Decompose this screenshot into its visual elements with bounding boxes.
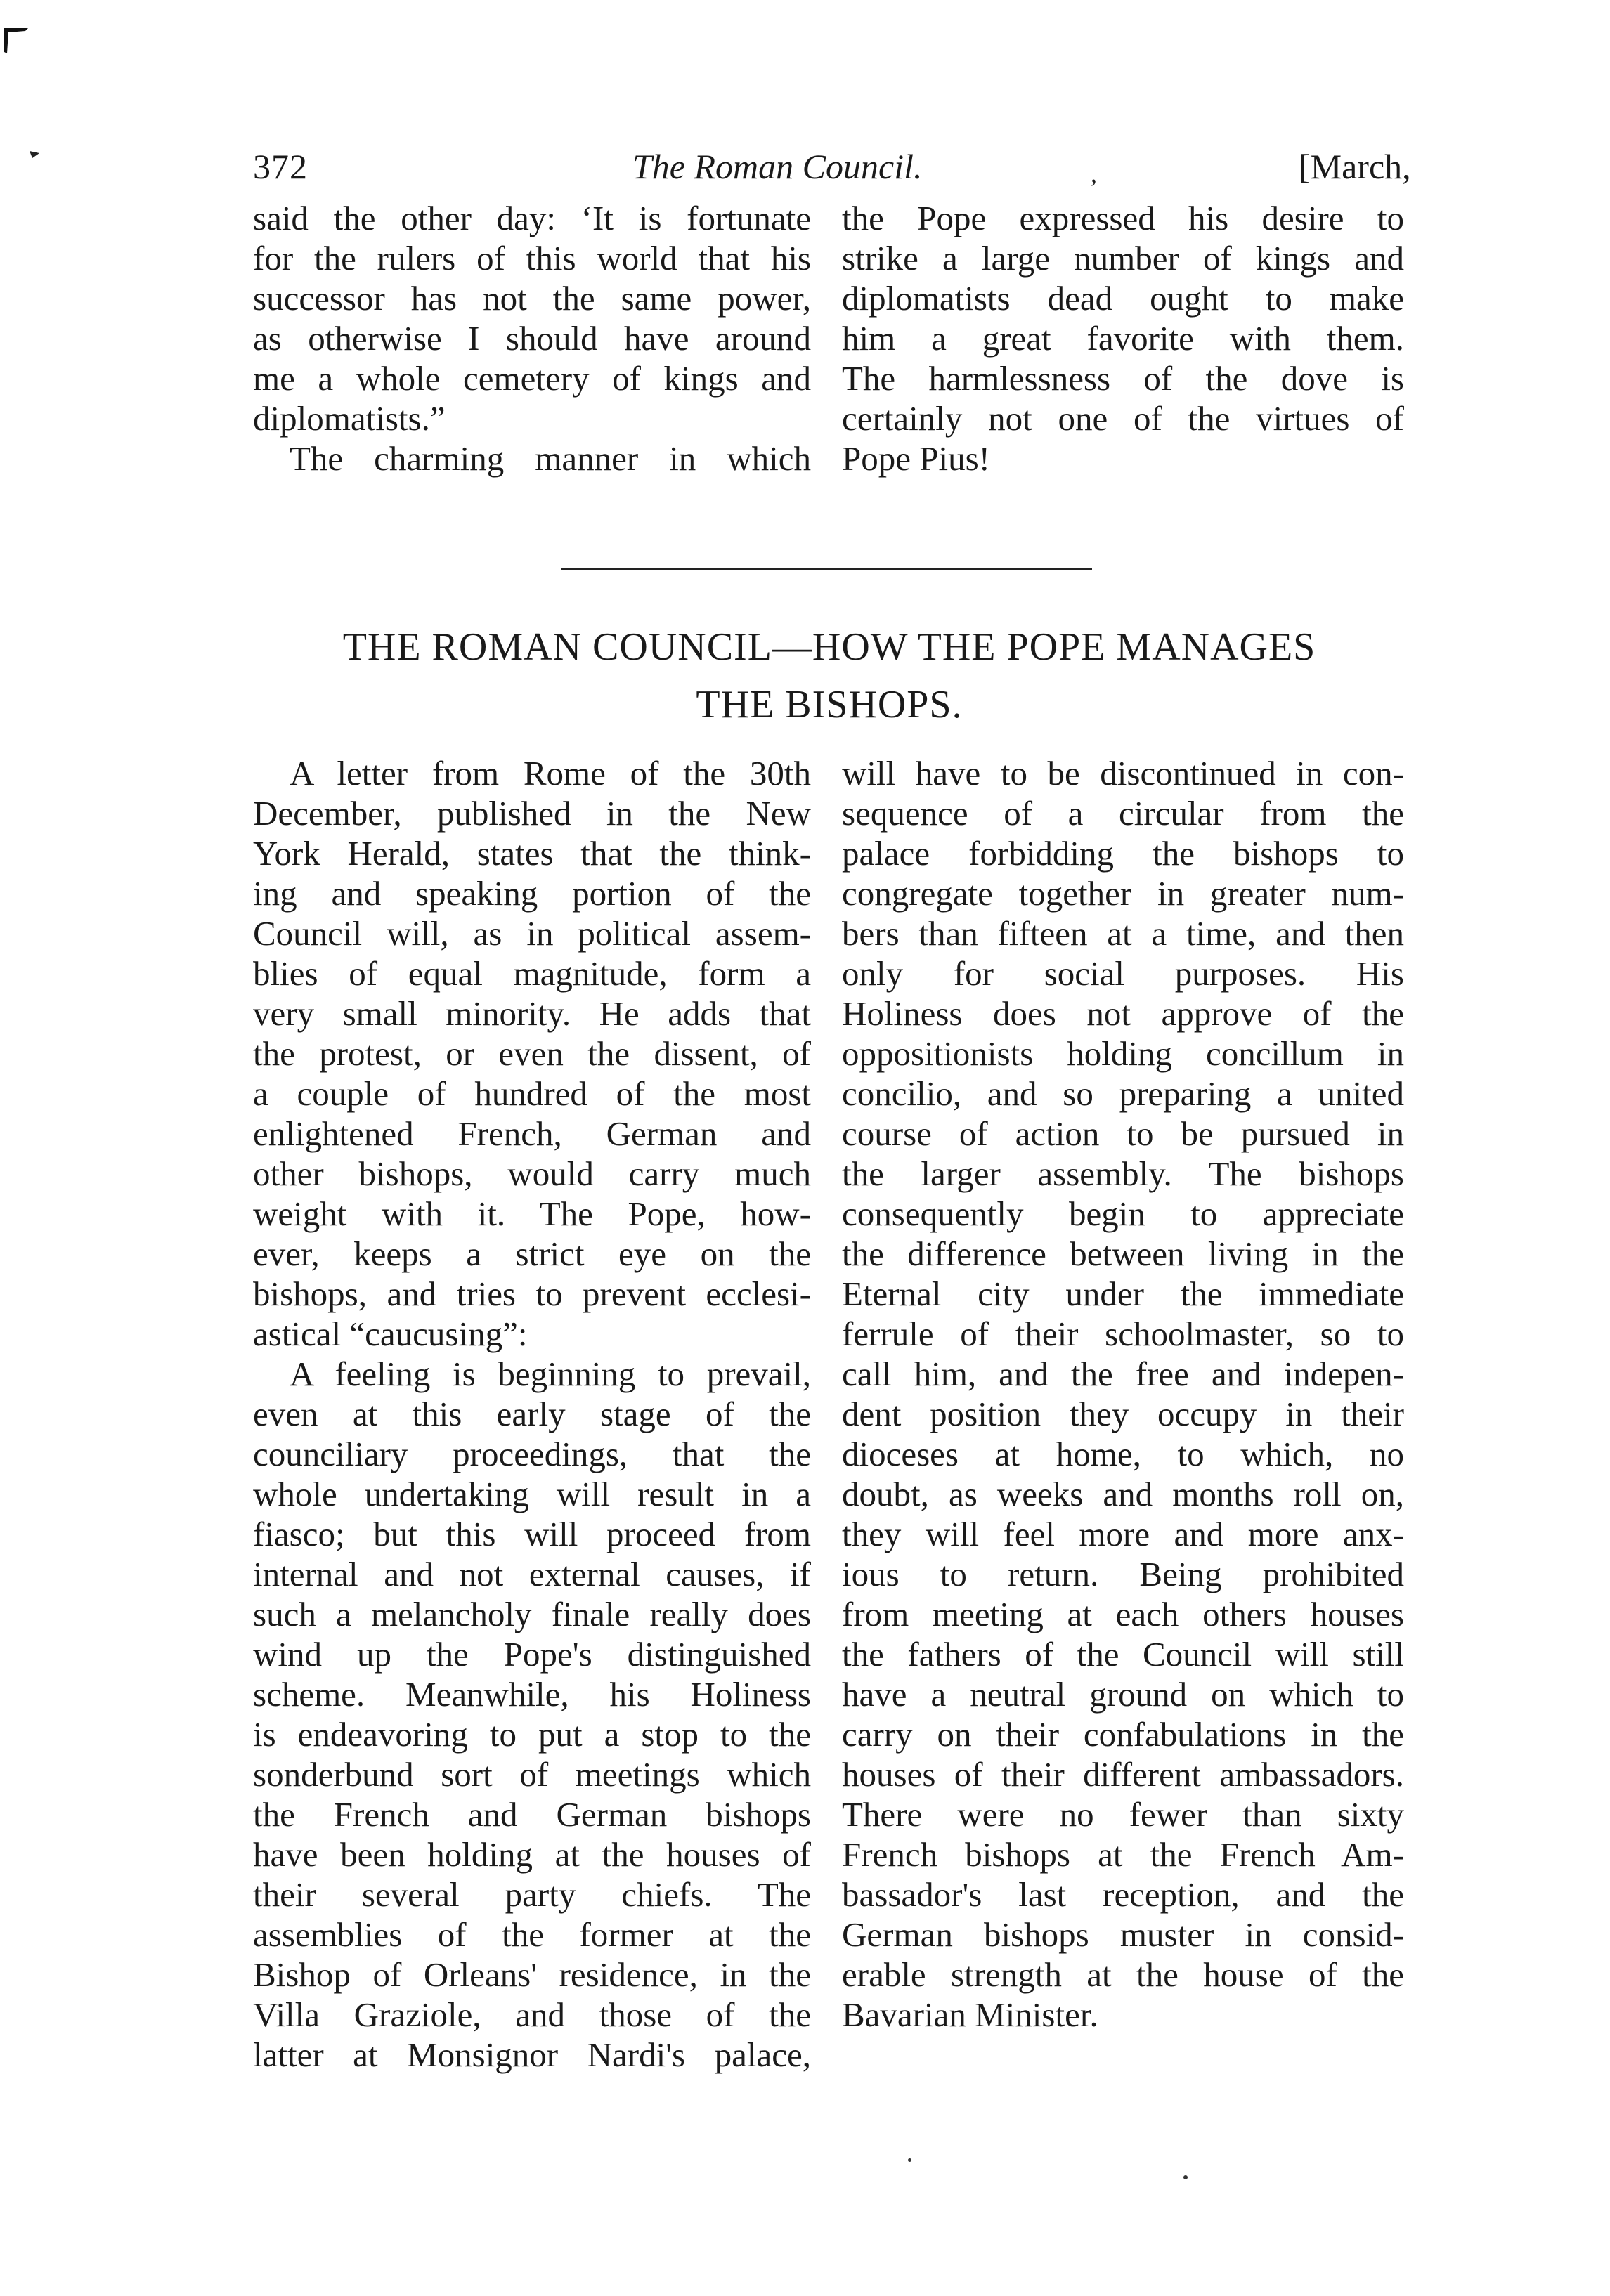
page-number: 372 — [253, 147, 308, 186]
text-line: German bishops muster in consid- — [842, 1915, 1404, 1954]
text-line: Pope Pius! — [842, 439, 991, 478]
text-line: sonderbund sort of meetings which — [253, 1755, 811, 1794]
article-title-line-1: THE ROMAN COUNCIL—HOW THE POPE MANAGES — [342, 625, 1316, 669]
text-line: the fathers of the Council will still — [842, 1635, 1404, 1674]
text-line: the Pope expressed his desire to — [842, 199, 1404, 237]
text-line: dent position they occupy in their — [842, 1395, 1404, 1433]
text-line: The charming manner in which — [290, 439, 811, 478]
continued-text-right-column — [842, 198, 1404, 478]
text-line: him a great favorite with them. — [842, 319, 1404, 358]
text-line: Holiness does not approve of the — [842, 994, 1404, 1033]
text-line: other bishops, would carry much — [253, 1154, 811, 1193]
text-line: ever, keeps a strict eye on the — [253, 1234, 811, 1273]
text-line: have a neutral ground on which to — [842, 1675, 1404, 1714]
text-line: whole undertaking will result in a — [253, 1475, 811, 1513]
text-line: the larger assembly. The bishops — [842, 1154, 1404, 1193]
text-line: December, published in the New — [253, 794, 811, 833]
text-line: have been holding at the houses of — [253, 1835, 811, 1874]
text-line: is endeavoring to put a stop to the — [253, 1715, 811, 1754]
text-line: ferrule of their schoolmaster, so to — [842, 1315, 1404, 1353]
ink-speck — [908, 2158, 911, 2162]
text-line: doubt, as weeks and months roll on, — [842, 1475, 1404, 1513]
text-line: very small minority. He adds that — [253, 994, 811, 1033]
text-line: even at this early stage of the — [253, 1395, 811, 1433]
text-line: the difference between living in the — [842, 1234, 1404, 1273]
text-line: counciliary proceedings, that the — [253, 1435, 811, 1473]
text-line: bers than fifteen at a time, and then — [842, 914, 1404, 953]
text-line: A letter from Rome of the 30th — [290, 754, 811, 792]
running-header — [0, 146, 1610, 195]
text-line: from meeting at each others houses — [842, 1595, 1404, 1633]
text-line: for the rulers of this world that his — [253, 239, 811, 278]
text-line: said the other day: ‘It is fortunate — [253, 199, 811, 237]
text-line: There were no fewer than sixty — [842, 1795, 1404, 1834]
text-line: scheme. Meanwhile, his Holiness — [253, 1675, 811, 1714]
running-title: The Roman Council. — [632, 147, 923, 186]
text-line: enlightened French, German and — [253, 1114, 811, 1153]
text-line: wind up the Pope's distinguished — [253, 1635, 811, 1674]
article-left-column — [253, 753, 811, 2075]
stray-mark: , — [1091, 159, 1097, 188]
text-line: erable strength at the house of the — [842, 1955, 1404, 1994]
text-line: latter at Monsignor Nardi's palace, — [253, 2035, 811, 2074]
section-divider — [561, 568, 1092, 570]
text-line: they will feel more and more anx- — [842, 1515, 1404, 1553]
text-line: Bishop of Orleans' residence, in the — [253, 1955, 811, 1994]
text-line: their several party chiefs. The — [253, 1875, 811, 1914]
text-line: palace forbidding the bishops to — [842, 834, 1404, 873]
text-line: houses of their different ambassadors. — [842, 1755, 1404, 1794]
text-line: ious to return. Being prohibited — [842, 1555, 1404, 1593]
article-title-line-2: THE BISHOPS. — [696, 683, 963, 726]
text-line: a couple of hundred of the most — [253, 1074, 811, 1113]
text-line: Council will, as in political assem- — [253, 914, 811, 953]
text-line: A feeling is beginning to prevail, — [290, 1355, 811, 1393]
text-line: consequently begin to appreciate — [842, 1194, 1404, 1233]
text-line: concilio, and so preparing a united — [842, 1074, 1404, 1113]
text-line: successor has not the same power, — [253, 279, 811, 318]
text-line: the protest, or even the dissent, of — [253, 1034, 811, 1073]
text-line: will have to be discontinued in con- — [842, 754, 1404, 792]
text-line: diplomatists dead ought to make — [842, 279, 1404, 318]
text-line: oppositionists holding concillum in — [842, 1034, 1404, 1073]
text-line: strike a large number of kings and — [842, 239, 1404, 278]
ink-speck — [1183, 2175, 1188, 2179]
text-line: assemblies of the former at the — [253, 1915, 811, 1954]
corner-scan-mark — [4, 28, 28, 53]
text-line: call him, and the free and indepen- — [842, 1355, 1404, 1393]
text-line: ing and speaking portion of the — [253, 874, 811, 913]
text-line: carry on their confabulations in the — [842, 1715, 1404, 1754]
text-line: Eternal city under the immediate — [842, 1274, 1404, 1313]
text-line: only for social purposes. His — [842, 954, 1404, 993]
text-line: French bishops at the French Am- — [842, 1835, 1404, 1874]
article-right-column — [842, 753, 1404, 2035]
text-line: fiasco; but this will proceed from — [253, 1515, 811, 1553]
text-line: sequence of a circular from the — [842, 794, 1404, 833]
text-line: astical “caucusing”: — [253, 1315, 528, 1353]
text-line: the French and German bishops — [253, 1795, 811, 1834]
text-line: blies of equal magnitude, form a — [253, 954, 811, 993]
text-line: diplomatists.” — [253, 399, 446, 438]
text-line: certainly not one of the virtues of — [842, 399, 1404, 438]
text-line: internal and not external causes, if — [253, 1555, 811, 1593]
text-line: Villa Graziole, and those of the — [253, 1995, 811, 2034]
text-line: The harmlessness of the dove is — [842, 359, 1404, 398]
article-title — [253, 618, 1405, 733]
continued-text-left-column — [253, 198, 811, 478]
text-line: dioceses at home, to which, no — [842, 1435, 1404, 1473]
text-line: Bavarian Minister. — [842, 1995, 1098, 2034]
text-line: such a melancholy finale really does — [253, 1595, 811, 1633]
text-line: weight with it. The Pope, how- — [253, 1194, 811, 1233]
text-line: course of action to be pursued in — [842, 1114, 1404, 1153]
text-line: bassador's last reception, and the — [842, 1875, 1404, 1914]
text-line: as otherwise I should have around — [253, 319, 811, 358]
text-line: me a whole cemetery of kings and — [253, 359, 811, 398]
text-line: bishops, and tries to prevent ecclesi- — [253, 1274, 811, 1313]
issue-date: [March, — [1299, 147, 1411, 186]
text-line: congregate together in greater num- — [842, 874, 1404, 913]
text-line: York Herald, states that the think- — [253, 834, 811, 873]
